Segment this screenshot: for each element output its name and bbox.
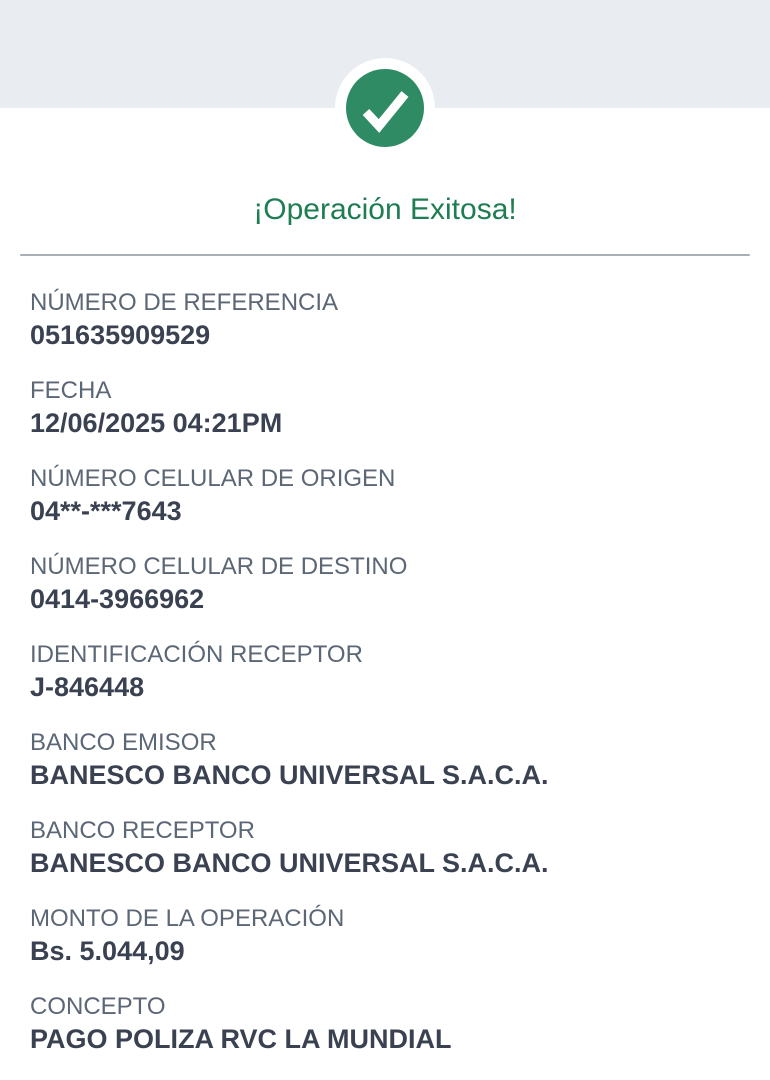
field-numero-referencia	[30, 288, 740, 352]
field-value: 0414-3966962	[30, 584, 205, 614]
field-label: NÚMERO DE REFERENCIA	[30, 289, 339, 316]
receipt-fields	[30, 288, 740, 1080]
field-label: CONCEPTO	[30, 993, 166, 1020]
field-label: BANCO RECEPTOR	[30, 817, 255, 844]
field-label: IDENTIFICACIÓN RECEPTOR	[30, 641, 363, 668]
field-label: BANCO EMISOR	[30, 729, 217, 756]
divider	[20, 254, 750, 256]
field-value: BANESCO BANCO UNIVERSAL S.A.C.A.	[30, 760, 549, 790]
field-value: 04**-***7643	[30, 496, 182, 526]
field-concepto	[30, 992, 740, 1056]
success-badge	[335, 58, 435, 158]
field-celular-destino	[30, 552, 740, 616]
field-value: Bs. 5.044,09	[30, 936, 185, 966]
field-label: FECHA	[30, 377, 112, 404]
field-label: NÚMERO CELULAR DE ORIGEN	[30, 465, 396, 492]
field-value: 12/06/2025 04:21PM	[30, 408, 283, 438]
page-title: ¡Operación Exitosa!	[253, 193, 517, 226]
check-icon	[346, 69, 424, 147]
field-value: 051635909529	[30, 320, 211, 350]
field-label: MONTO DE LA OPERACIÓN	[30, 905, 345, 932]
field-label: NÚMERO CELULAR DE DESTINO	[30, 553, 408, 580]
field-celular-origen	[30, 464, 740, 528]
field-value: J-846448	[30, 672, 145, 702]
field-monto-operacion	[30, 904, 740, 968]
field-identificacion-receptor	[30, 640, 740, 704]
field-fecha	[30, 376, 740, 440]
field-value: BANESCO BANCO UNIVERSAL S.A.C.A.	[30, 848, 549, 878]
field-banco-receptor	[30, 816, 740, 880]
field-value: PAGO POLIZA RVC LA MUNDIAL	[30, 1024, 452, 1054]
field-banco-emisor	[30, 728, 740, 792]
